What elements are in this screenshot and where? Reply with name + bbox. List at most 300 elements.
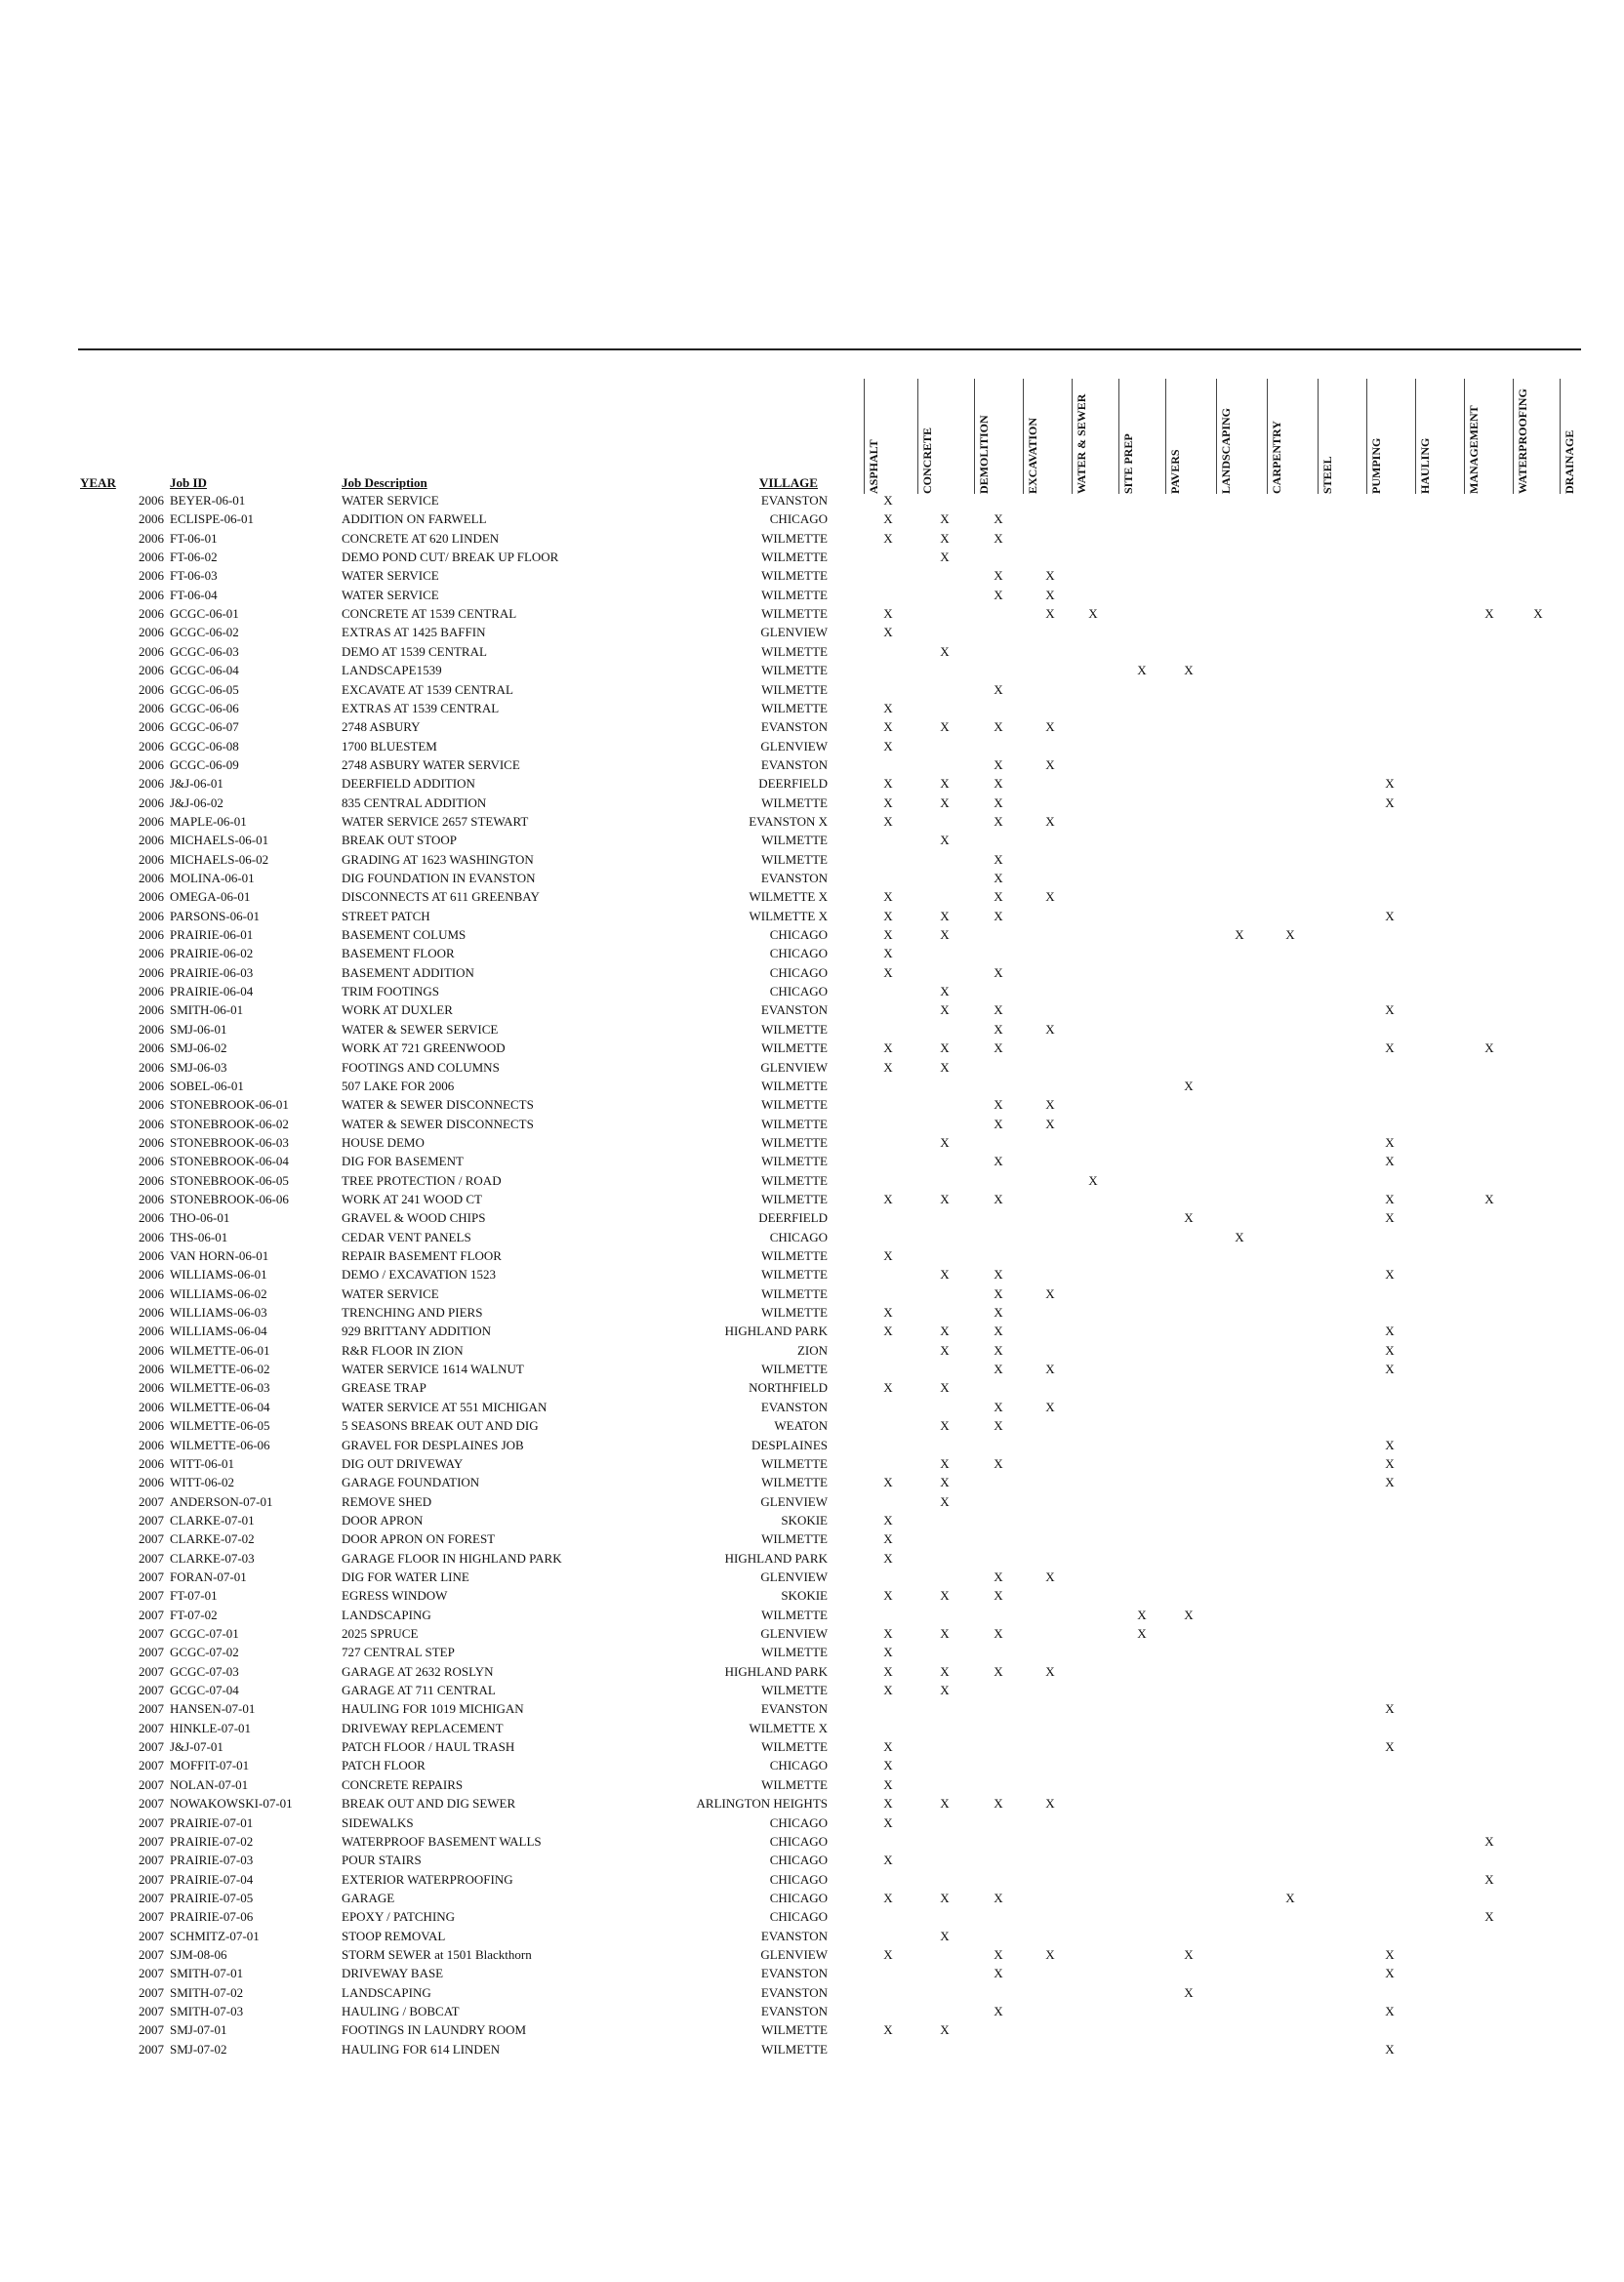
job-description-cell: EXTERIOR WATERPROOFING [342, 1871, 513, 1887]
mark-concrete: X [940, 927, 950, 943]
mark-asphalt: X [883, 1588, 893, 1604]
column-separator [1513, 379, 1514, 494]
table-row [0, 963, 1624, 982]
job-description-cell: DEERFIELD ADDITION [342, 776, 475, 792]
mark-excavation: X [1045, 1362, 1055, 1377]
table-row [0, 774, 1624, 793]
village-cell: EVANSTON [760, 493, 828, 508]
mark-demolition: X [994, 587, 1003, 602]
job-description-cell: GARAGE AT 711 CENTRAL [342, 1683, 496, 1698]
job-id-cell: THO-06-01 [170, 1210, 230, 1226]
village-cell: GLENVIEW [760, 1946, 828, 1962]
village-cell: GLENVIEW [760, 1569, 828, 1584]
year-cell: 2007 [139, 1569, 164, 1584]
column-separator [1464, 379, 1465, 494]
mark-concrete: X [940, 1059, 950, 1075]
mark-concrete: X [940, 1267, 950, 1283]
job-id-cell: WITT-06-02 [170, 1475, 234, 1490]
job-description-cell: DEMO POND CUT/ BREAK UP FLOOR [342, 550, 559, 565]
year-cell: 2006 [139, 738, 164, 754]
job-id-cell: WITT-06-01 [170, 1455, 234, 1471]
mark-pumping: X [1385, 1154, 1395, 1169]
table-row [0, 1983, 1624, 2002]
mark-asphalt: X [883, 927, 893, 943]
job-id-cell: SMITH-07-03 [170, 2004, 244, 2018]
village-cell: GLENVIEW [760, 1493, 828, 1509]
table-row [0, 1907, 1624, 1926]
mark-asphalt: X [883, 1946, 893, 1962]
job-id-cell: WILLIAMS-06-02 [170, 1285, 267, 1301]
mark-asphalt: X [883, 946, 893, 961]
job-description-cell: POUR STAIRS [342, 1853, 422, 1868]
job-id-cell: PRAIRIE-06-01 [170, 927, 254, 943]
year-cell: 2006 [139, 871, 164, 885]
mark-management: X [1484, 606, 1494, 622]
mark-asphalt: X [883, 511, 893, 527]
table-row [0, 1341, 1624, 1360]
mark-concrete: X [940, 1928, 950, 1943]
mark-pumping: X [1385, 1739, 1395, 1755]
job-id-cell: WILMETTE-06-02 [170, 1362, 270, 1377]
village-cell: WILMETTE [761, 568, 828, 584]
mark-asphalt: X [883, 738, 893, 754]
table-row [0, 1473, 1624, 1491]
village-cell: CHICAGO [769, 1833, 828, 1849]
mark-demolition: X [994, 908, 1003, 923]
village-cell: WILMETTE [761, 833, 828, 848]
job-id-header: Job ID [170, 475, 207, 490]
year-cell: 2007 [139, 1701, 164, 1717]
year-cell: 2006 [139, 1324, 164, 1339]
table-row [0, 680, 1624, 699]
table-row [0, 1436, 1624, 1454]
column-header-water-sewer: WATER & SEWER [1075, 393, 1088, 494]
table-row [0, 604, 1624, 623]
column-separator [1118, 379, 1119, 494]
year-cell: 2006 [139, 1078, 164, 1093]
mark-pumping: X [1385, 1267, 1395, 1283]
mark-concrete: X [940, 908, 950, 923]
mark-demolition: X [994, 1890, 1003, 1905]
mark-pumping: X [1385, 2041, 1395, 2057]
mark-excavation: X [1045, 1663, 1055, 1679]
mark-asphalt: X [883, 813, 893, 829]
mark-pumping: X [1385, 1475, 1395, 1490]
year-cell: 2007 [139, 1796, 164, 1812]
village-cell: CHICAGO [769, 1758, 828, 1773]
year-cell: 2006 [139, 1134, 164, 1150]
job-description-cell: WATER SERVICE 1614 WALNUT [342, 1362, 524, 1377]
job-id-cell: WILLIAMS-06-01 [170, 1267, 267, 1283]
mark-excavation: X [1045, 568, 1055, 584]
job-id-cell: SMJ-06-02 [170, 1040, 227, 1056]
village-cell: WILMETTE [761, 550, 828, 565]
mark-asphalt: X [883, 1683, 893, 1698]
mark-concrete: X [940, 511, 950, 527]
table-row [0, 1851, 1624, 1869]
mark-asphalt: X [883, 1663, 893, 1679]
mark-excavation: X [1045, 1399, 1055, 1414]
table-row [0, 1171, 1624, 1190]
mark-asphalt: X [883, 1626, 893, 1641]
job-description-cell: 1700 BLUESTEM [342, 738, 437, 754]
mark-pumping: X [1385, 776, 1395, 792]
village-cell: WILMETTE [761, 1078, 828, 1093]
mark-concrete: X [940, 719, 950, 735]
column-header-pumping: PUMPING [1369, 437, 1383, 494]
job-description-cell: LANDSCAPING [342, 1607, 431, 1622]
mark-management: X [1484, 1871, 1494, 1887]
mark-demolition: X [994, 851, 1003, 867]
job-id-cell: ECLISPE-06-01 [170, 511, 254, 527]
village-cell: GLENVIEW [760, 1059, 828, 1075]
mark-demolition: X [994, 1305, 1003, 1321]
column-separator [1072, 379, 1073, 494]
mark-pavers: X [1184, 1607, 1194, 1622]
table-row [0, 509, 1624, 528]
job-description-cell: WATER SERVICE [342, 587, 439, 602]
job-id-cell: WILMETTE-06-01 [170, 1342, 270, 1358]
year-cell: 2007 [139, 1588, 164, 1604]
job-description-cell: FOOTINGS AND COLUMNS [342, 1059, 500, 1075]
job-description-cell: REPAIR BASEMENT FLOOR [342, 1248, 502, 1263]
year-cell: 2006 [139, 1362, 164, 1377]
mark-demolition: X [994, 964, 1003, 980]
mark-pumping: X [1385, 2004, 1395, 2018]
year-cell: 2006 [139, 587, 164, 602]
job-id-cell: PRAIRIE-07-06 [170, 1909, 254, 1925]
year-cell: 2006 [139, 1002, 164, 1018]
table-row [0, 1115, 1624, 1133]
job-id-cell: HANSEN-07-01 [170, 1701, 256, 1717]
year-cell: 2006 [139, 1097, 164, 1113]
year-cell: 2006 [139, 493, 164, 508]
mark-demolition: X [994, 795, 1003, 810]
village-cell: WILMETTE [761, 1154, 828, 1169]
table-row [0, 661, 1624, 679]
mark-site-prep: X [1137, 1607, 1147, 1622]
mark-concrete: X [940, 1418, 950, 1434]
job-id-cell: GCGC-06-04 [170, 663, 239, 678]
village-cell: WILMETTE [761, 1248, 828, 1263]
mark-asphalt: X [883, 1645, 893, 1660]
column-header-demolition: DEMOLITION [977, 415, 991, 494]
header-rule [78, 348, 1581, 350]
job-description-cell: CONCRETE AT 620 LINDEN [342, 530, 500, 546]
mark-asphalt: X [883, 1814, 893, 1830]
job-id-cell: PRAIRIE-07-05 [170, 1890, 254, 1905]
column-header-carpentry: CARPENTRY [1270, 421, 1283, 494]
job-description-cell: EXCAVATE AT 1539 CENTRAL [342, 681, 513, 697]
job-id-cell: GCGC-06-05 [170, 681, 239, 697]
mark-concrete: X [940, 2022, 950, 2038]
job-description-cell: STOOP REMOVAL [342, 1928, 446, 1943]
job-description-cell: WATER SERVICE [342, 568, 439, 584]
year-cell: 2006 [139, 1059, 164, 1075]
job-description-cell: DRIVEWAY REPLACEMENT [342, 1720, 504, 1735]
job-id-cell: PRAIRIE-07-02 [170, 1833, 254, 1849]
job-description-cell: GARAGE FLOOR IN HIGHLAND PARK [342, 1550, 562, 1566]
column-separator [1023, 379, 1024, 494]
job-id-cell: GCGC-07-04 [170, 1683, 239, 1698]
mark-pumping: X [1385, 1040, 1395, 1056]
table-row [0, 1927, 1624, 1945]
job-id-cell: MICHAELS-06-01 [170, 833, 269, 848]
year-cell: 2007 [139, 1814, 164, 1830]
job-description-cell: WATER & SEWER DISCONNECTS [342, 1116, 534, 1131]
year-cell: 2006 [139, 776, 164, 792]
mark-demolition: X [994, 776, 1003, 792]
job-description-cell: DIG FOUNDATION IN EVANSTON [342, 871, 536, 885]
mark-demolition: X [994, 1418, 1003, 1434]
job-description-cell: CONCRETE REPAIRS [342, 1776, 464, 1792]
job-description-cell: HAULING FOR 614 LINDEN [342, 2041, 501, 2057]
table-row [0, 1737, 1624, 1756]
year-cell: 2006 [139, 643, 164, 659]
village-cell: EVANSTON [760, 1399, 828, 1414]
mark-pavers: X [1184, 1210, 1194, 1226]
job-id-cell: J&J-07-01 [170, 1739, 223, 1755]
table-row [0, 586, 1624, 604]
year-cell: 2007 [139, 1776, 164, 1792]
job-id-cell: VAN HORN-06-01 [170, 1248, 269, 1263]
job-description-cell: DIG FOR BASEMENT [342, 1154, 464, 1169]
table-row [0, 1681, 1624, 1699]
mark-asphalt: X [883, 795, 893, 810]
year-cell: 2006 [139, 1267, 164, 1283]
mark-demolition: X [994, 813, 1003, 829]
mark-asphalt: X [883, 493, 893, 508]
mark-asphalt: X [883, 1248, 893, 1263]
year-cell: 2006 [139, 700, 164, 715]
village-cell: CHICAGO [769, 1853, 828, 1868]
job-id-cell: BEYER-06-01 [170, 493, 246, 508]
mark-management: X [1484, 1909, 1494, 1925]
mark-demolition: X [994, 1324, 1003, 1339]
village-cell: WILMETTE [761, 1097, 828, 1113]
mark-demolition: X [994, 1663, 1003, 1679]
year-cell: 2006 [139, 1116, 164, 1131]
mark-concrete: X [940, 643, 950, 659]
year-cell: 2007 [139, 1909, 164, 1925]
village-cell: WILMETTE X [749, 1720, 828, 1735]
column-header-excavation: EXCAVATION [1026, 417, 1039, 494]
mark-demolition: X [994, 719, 1003, 735]
year-cell: 2006 [139, 964, 164, 980]
village-cell: EVANSTON [760, 1984, 828, 2000]
mark-asphalt: X [883, 889, 893, 905]
mark-asphalt: X [883, 1531, 893, 1547]
village-cell: WILMETTE [761, 1116, 828, 1131]
job-description-cell: GREASE TRAP [342, 1380, 426, 1396]
village-cell: GLENVIEW [760, 738, 828, 754]
year-cell: 2007 [139, 2022, 164, 2038]
job-description-cell: R&R FLOOR IN ZION [342, 1342, 464, 1358]
year-cell: 2007 [139, 1758, 164, 1773]
mark-concrete: X [940, 1475, 950, 1490]
job-id-cell: PRAIRIE-07-03 [170, 1853, 254, 1868]
year-cell: 2006 [139, 927, 164, 943]
village-cell: WILMETTE [761, 1531, 828, 1547]
job-description-cell: STREET PATCH [342, 908, 430, 923]
job-description-cell: 2748 ASBURY [342, 719, 421, 735]
village-cell: CHICAGO [769, 927, 828, 943]
job-id-cell: WILMETTE-06-04 [170, 1399, 270, 1414]
table-row [0, 1889, 1624, 1907]
mark-excavation: X [1045, 813, 1055, 829]
column-separator [974, 379, 975, 494]
job-id-cell: SMITH-06-01 [170, 1002, 244, 1018]
village-cell: WILMETTE [761, 530, 828, 546]
mark-demolition: X [994, 681, 1003, 697]
column-header-concrete: CONCRETE [920, 427, 934, 494]
mark-asphalt: X [883, 908, 893, 923]
mark-concrete: X [940, 1002, 950, 1018]
job-id-cell: J&J-06-02 [170, 795, 223, 810]
job-description-cell: DRIVEWAY BASE [342, 1966, 444, 1981]
job-id-cell: NOWAKOWSKI-07-01 [170, 1796, 293, 1812]
village-cell: SKOKIE [781, 1512, 828, 1528]
village-cell: WILMETTE X [749, 908, 828, 923]
village-cell: EVANSTON [760, 1928, 828, 1943]
column-header-site-prep: SITE PREP [1121, 433, 1135, 494]
job-id-cell: STONEBROOK-06-02 [170, 1116, 289, 1131]
year-header: YEAR [80, 475, 116, 490]
year-cell: 2006 [139, 1285, 164, 1301]
village-cell: WILMETTE [761, 1285, 828, 1301]
job-description-cell: WORK AT DUXLER [342, 1002, 453, 1018]
village-cell: EVANSTON [760, 756, 828, 772]
job-description-cell: TRIM FOOTINGS [342, 984, 440, 999]
year-cell: 2007 [139, 1550, 164, 1566]
village-cell: EVANSTON [760, 871, 828, 885]
mark-pumping: X [1385, 1210, 1395, 1226]
mark-demolition: X [994, 1588, 1003, 1604]
year-cell: 2006 [139, 663, 164, 678]
mark-excavation: X [1045, 1285, 1055, 1301]
job-description-cell: WORK AT 241 WOOD CT [342, 1191, 482, 1206]
job-id-cell: GCGC-07-01 [170, 1626, 239, 1641]
job-description-cell: BREAK OUT STOOP [342, 833, 457, 848]
job-description-cell: GRADING AT 1623 WASHINGTON [342, 851, 534, 867]
village-cell: WILMETTE [761, 681, 828, 697]
mark-excavation: X [1045, 889, 1055, 905]
year-cell: 2006 [139, 1380, 164, 1396]
mark-concrete: X [940, 1493, 950, 1509]
job-description-cell: WATER SERVICE 2657 STEWART [342, 813, 529, 829]
job-id-cell: CLARKE-07-02 [170, 1531, 255, 1547]
mark-demolition: X [994, 889, 1003, 905]
year-cell: 2006 [139, 530, 164, 546]
job-description-cell: EGRESS WINDOW [342, 1588, 448, 1604]
mark-concrete: X [940, 1683, 950, 1698]
mark-site-prep: X [1137, 663, 1147, 678]
mark-asphalt: X [883, 1324, 893, 1339]
job-description-cell: HAULING FOR 1019 MICHIGAN [342, 1701, 524, 1717]
year-cell: 2006 [139, 1248, 164, 1263]
village-cell: ZION [796, 1342, 828, 1358]
column-separator [1318, 379, 1319, 494]
year-cell: 2007 [139, 1493, 164, 1509]
job-description-cell: 835 CENTRAL ADDITION [342, 795, 487, 810]
mark-excavation: X [1045, 587, 1055, 602]
table-row [0, 2002, 1624, 2020]
job-description-cell: CEDAR VENT PANELS [342, 1229, 471, 1244]
mark-asphalt: X [883, 700, 893, 715]
mark-carpentry: X [1285, 1890, 1295, 1905]
year-cell: 2007 [139, 1739, 164, 1755]
year-cell: 2007 [139, 1683, 164, 1698]
table-row [0, 1756, 1624, 1774]
mark-excavation: X [1045, 1116, 1055, 1131]
mark-landscaping: X [1235, 1229, 1244, 1244]
mark-demolition: X [994, 1796, 1003, 1812]
mark-demolition: X [994, 1116, 1003, 1131]
village-cell: SKOKIE [781, 1588, 828, 1604]
mark-asphalt: X [883, 1380, 893, 1396]
mark-excavation: X [1045, 719, 1055, 735]
table-row [0, 699, 1624, 717]
mark-pavers: X [1184, 1078, 1194, 1093]
job-description-cell: DEMO AT 1539 CENTRAL [342, 643, 487, 659]
job-description-cell: WATER SERVICE [342, 493, 439, 508]
job-description-cell: GARAGE FOUNDATION [342, 1475, 480, 1490]
job-id-cell: PRAIRIE-07-04 [170, 1871, 254, 1887]
job-id-cell: NOLAN-07-01 [170, 1776, 249, 1792]
mark-concrete: X [940, 1455, 950, 1471]
job-description-cell: WATER & SEWER SERVICE [342, 1021, 499, 1037]
table-row [0, 1303, 1624, 1322]
mark-pumping: X [1385, 908, 1395, 923]
village-cell: GLENVIEW [760, 625, 828, 640]
job-id-cell: FT-06-04 [170, 587, 218, 602]
table-row [0, 1322, 1624, 1340]
village-cell: WEATON [774, 1418, 828, 1434]
village-cell: WILMETTE [761, 1191, 828, 1206]
village-cell: WILMETTE [761, 1776, 828, 1792]
job-id-cell: STONEBROOK-06-05 [170, 1172, 289, 1188]
job-id-cell: PRAIRIE-06-02 [170, 946, 254, 961]
column-header-asphalt: ASPHALT [867, 439, 880, 494]
year-cell: 2007 [139, 1512, 164, 1528]
job-id-cell: SMJ-07-01 [170, 2022, 227, 2038]
mark-demolition: X [994, 1154, 1003, 1169]
mark-concrete: X [940, 1380, 950, 1396]
table-row [0, 1190, 1624, 1208]
mark-demolition: X [994, 1399, 1003, 1414]
job-id-cell: THS-06-01 [170, 1229, 228, 1244]
village-cell: WILMETTE [761, 1362, 828, 1377]
year-cell: 2006 [139, 1172, 164, 1188]
year-cell: 2007 [139, 1833, 164, 1849]
village-cell: WILMETTE [761, 1683, 828, 1698]
mark-concrete: X [940, 1796, 950, 1812]
table-row [0, 1813, 1624, 1832]
mark-demolition: X [994, 1040, 1003, 1056]
village-cell: HIGHLAND PARK [724, 1663, 828, 1679]
year-cell: 2006 [139, 511, 164, 527]
table-row [0, 907, 1624, 925]
village-cell: WILMETTE [761, 1040, 828, 1056]
job-description-header: Job Description [342, 475, 427, 490]
column-separator [1267, 379, 1268, 494]
mark-demolition: X [994, 1626, 1003, 1641]
job-id-cell: PRAIRIE-07-01 [170, 1814, 254, 1830]
year-cell: 2006 [139, 1305, 164, 1321]
job-id-cell: MOFFIT-07-01 [170, 1758, 250, 1773]
job-id-cell: CLARKE-07-01 [170, 1512, 255, 1528]
table-row [0, 944, 1624, 962]
